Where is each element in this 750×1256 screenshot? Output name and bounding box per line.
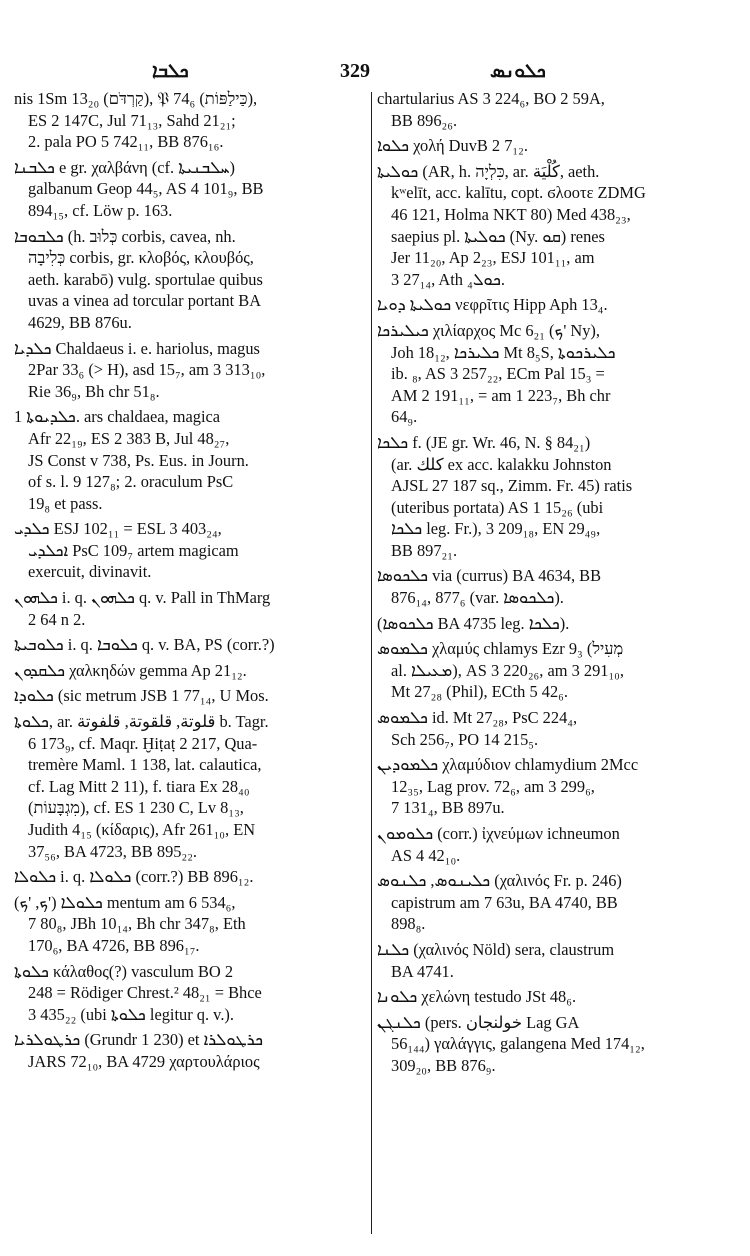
entry-line: 56₁₄₄) γαλάγγις, galangena Med 174₁₂, [391,1034,645,1054]
entry-headline: ܟܠܟܐ f. (JE gr. Wr. 46, N. § 84₂₁) [377,432,591,452]
entry-headline: ܟܠܡܘܣ id. Mt 27₂₈, PsC 224₄, [377,708,578,728]
entry-headline: ܟܝܠܝܪܟܐ χιλίαρχος Mc 6₂₁ (ܟ' Ny), [377,320,600,340]
entry-line: 7 80₈, JBh 10₁₄, Bh chr 347₈, Eth [28,914,246,934]
entry-headline: ܟܠܒܘܒܐ (h. כְּלוּב corbis, cavea, nh. [14,226,236,246]
dictionary-entry [14,226,366,334]
dictionary-entry [14,406,366,514]
column-divider [371,92,372,1234]
dictionary-entry [377,1012,730,1077]
entry-headline: chartularius AS 3 224₆, BO 2 59A, [377,89,605,108]
entry-headline: ܟܠܩܕܘܢ χαλκηδών gemma Ap 21₁₂. [14,660,247,680]
entry-line: 309₂₀, BB 876₉. [391,1055,496,1075]
dictionary-entry [14,866,366,888]
entry-line: AS 4 42₁₀. [391,845,461,865]
entry-headline: ܟܠܘܬܐ κάλαθος(?) vasculum BO 2 [14,961,234,981]
entry-line: BB 896₂₆. [391,110,458,130]
dictionary-entry [377,320,730,428]
page-number: 329 [340,60,370,82]
dictionary-entry [14,660,366,682]
entry-line: tremère Maml. 1 138, lat. calautica, [28,755,262,775]
entry-headline: ܟܠܘܠܐ ('ܟ, 'ܟ) mentum am 6 534₆, [14,892,236,912]
entry-line: 6 173₉, cf. Maqr. Ḫiṭaṭ 2 217, Qua- [28,733,258,753]
entry-line: Rie 36₉, Bh chr 51₈. [28,381,160,401]
entry-line: kʷelīt, acc. kalītu, copt. ϭλοοτε ZDMG [391,183,646,203]
entry-line: Mt 27₂₈ (Phil), ECth 5 42₆. [391,682,568,702]
dictionary-entry [377,432,730,562]
entry-line: AM 2 191₁₁, = am 1 223₇, Bh chr [391,385,611,405]
entry-headline: (ܟܠܟܘܣܐ BA 4735 leg. ܟܠܟܐ). [377,613,570,633]
dictionary-entry [377,135,730,157]
entry-line: 7 131₄, BB 897u. [391,798,505,818]
entry-headline: nis 1Sm 13₂₀ (קַרְדֹּם), 𝔓 74₆ (כַּילַפּוֹת), [14,89,258,108]
entry-line: (ar. كلك ex acc. kalakku Johnston [391,454,612,474]
entry-line: (uteribus portata) AS 1 15₂₆ (ubi [391,497,604,517]
dictionary-entry [377,939,730,982]
dictionary-entry [14,1029,366,1072]
entry-line: JS Const v 738, Ps. Eus. in Journ. [28,450,249,470]
entry-line: 19₈ et pass. [28,493,103,513]
dictionary-entry [14,711,366,862]
entry-line: 894₁₅, cf. Löw p. 163. [28,200,173,220]
entry-headline: ܟܠܡܘܕܝܢ χλαμύδιον chlamydium 2Mcc [377,755,639,775]
entry-line: ܟܠܟܐ leg. Fr.), 3 209₁₈, EN 29₄₉, [391,519,601,539]
entry-headline: ܟܘܠܝܬܐ (AR, h. כִּלְיָה, ar. كُلْيَة, aeth. [377,161,600,181]
entry-line: ES 2 147C, Jul 71₁₃, Sahd 21₂₁; [28,110,236,130]
entry-headline: ܟܠܝܢܘܣ, ܟܠܢܘܣ (χαλινός Fr. p. 246) [377,871,622,891]
dictionary-entry [377,88,730,131]
entry-headline: ܟܠܘܬܐ, ar. قلوتة, قلقوتة, قلفوتة b. Tagr. [14,712,269,732]
entry-line: cf. Lag Mitt 2 11), f. tiara Ex 28₄₀ [28,776,250,796]
entry-line: Afr 22₁₉, ES 2 383 B, Jul 48₂₇, [28,428,230,448]
dictionary-entry [14,685,366,707]
entry-line: 12₃₅, Lag prov. 72₆, am 3 299₆, [391,776,595,796]
entry-line: 64₉. [391,407,418,427]
entry-line: (מִגְבָּעוֹת), cf. ES 1 230 C, Lv 8₁₃, [28,798,244,818]
entry-line: 3 435₂₂ (ubi ܟܠܘܬܐ legitur q. v.). [28,1004,234,1024]
entry-line: exercuit, divinavit. [28,562,152,582]
entry-line: ܐܟܠܕܝ PsC 109₇ artem magicam [28,540,239,560]
entry-line: 37₅₆, BA 4723, BB 895₂₂. [28,841,198,861]
entry-line: Sch 256₇, PO 14 215₅. [391,729,539,749]
entry-line: 2. pala PO 5 742₁₁, BB 876₁₆. [28,132,224,152]
entry-headline: ܟܠܘܕܐ (sic metrum JSB 1 77₁₄, U Mos. [14,686,269,706]
entry-line: aeth. karabō) vulg. sportulae quibus [28,269,263,289]
entry-line: Jer 11₂₀, Ap 2₂₃, ESJ 101₁₁, am [391,248,595,268]
entry-headline: ܟܠܘܠܐ i. q. ܟܠܘܠܐ (corr.?) BB 896₁₂. [14,867,254,887]
running-head-left: ܟܠܒܐ [152,60,189,82]
entry-line: 2Par 33₆ (> H), asd 15₇, am 3 313₁₀, [28,360,266,380]
entry-headline: ܟܠܘܡܘܢ (corr.) ἰχνεύμων ichneumon [377,824,620,843]
entry-headline: ܟܠܡܘܣ χλαμύς chlamys Ezr 9₃ (מְעִיל [377,639,624,659]
entry-line: BB 897₂₁. [391,540,458,560]
dictionary-entry [377,294,730,316]
entry-headline: ܟܪܛܘܠܪܝܐ (Grundr 1 230) et ܟܪܛܘܠܪܐ [14,1030,263,1050]
entry-line: 248 = Rödiger Chrest.² 48₂₁ = Bhce [28,983,262,1003]
entry-line: uvas a vinea ad torcular portant BA [28,291,262,311]
entry-line: ib. ₈, AS 3 257₂₂, ECm Pal 15₃ = [391,364,605,384]
dictionary-entry [377,986,730,1008]
dictionary-entry [377,754,730,819]
dictionary-entry [14,892,366,957]
dictionary-entry [14,587,366,630]
dictionary-entry [14,961,366,1026]
entry-headline: ܟܠܟܘܣܐ via (currus) BA 4634, BB [377,566,602,586]
dictionary-entry [14,518,366,583]
left-column [14,88,366,1077]
entry-line: 3 27₁₄, Ath ܟܘܠ₄. [391,269,505,289]
entry-headline: ܟܠܘܒܝܬܐ i. q. ܟܠܘܒܐ q. v. BA, PS (corr.?) [14,635,275,655]
dictionary-entry [14,338,366,403]
entry-line: 170₆, BA 4726, BB 896₁₇. [28,935,200,955]
entry-line: 898₈. [391,914,426,934]
entry-line: capistrum am 7 63u, BA 4740, BB [391,892,618,912]
dictionary-entry [377,613,730,635]
page-header [0,60,750,88]
entry-line: Joh 18₁₂, ܟܠܝܪܟܐ Mt 8₅S, ܟܠܝܪܟܘܬܐ [391,342,616,362]
dictionary-entry [14,634,366,656]
dictionary-entry [14,157,366,222]
entry-line: 4629, BB 876u. [28,312,132,332]
dictionary-entry [377,638,730,703]
entry-line: galbanum Geop 44₅, AS 4 101₉, BB [28,179,264,199]
entry-line: כְּלִיבָה corbis, gr. κλοβός, κλουβός, [28,248,254,268]
dictionary-entry [377,161,730,291]
entry-line: BA 4741. [391,961,454,981]
entry-headline: ܟܘܠܝܬܐ ܕܘܝܐ νεφρῖτις Hipp Aph 13₄. [377,295,608,315]
entry-line: JARS 72₁₀, BA 4729 χαρτουλάριος [28,1051,260,1071]
entry-line: 46 121, Holma NKT 80) Med 438₂₃, [391,204,631,224]
right-column [377,88,730,1081]
dictionary-entry [377,870,730,935]
dictionary-entry [377,823,730,866]
entry-line: 2 64 n 2. [28,609,86,629]
entry-headline: ܟܠܘܐ χολή DuvB 2 7₁₂. [377,136,528,156]
entry-headline: ܟܠܘܢܐ χελώνη testudo JSt 48₆. [377,987,577,1007]
entry-line: AJSL 27 187 sq., Zimm. Fr. 45) ratis [391,476,633,496]
entry-line: saepius pl. ܟܘܠܝܬܐ (Ny. ܩܘ) renes [391,226,605,246]
entry-line: Judith 4₁₅ (κίδαρις), Afr 261₁₀, EN [28,820,256,839]
entry-line: of s. l. 9 127₈; 2. oraculum PsC [28,472,234,492]
entry-headline: ܟܠܕܝܐ Chaldaeus i. e. hariolus, magus [14,338,260,358]
running-head-right: ܟܠܘܢܣ [490,60,546,82]
entry-line: 876₁₄, 877₆ (var. ܟܠܟܘܣܐ). [391,588,564,608]
dictionary-entry [377,707,730,750]
dictionary-entry [377,565,730,608]
entry-line: al. ܡܥܝܠܐ), AS 3 220₂₆, am 3 291₁₀, [391,660,624,680]
entry-headline: ܟܠܗܘܢ i. q. ܟܠܗܘܢ q. v. Pall in ThMarg [14,588,271,608]
dictionary-entry [14,88,366,153]
entry-headline: ܟܠܢܓܢ (pers. خولنجان Lag GA [377,1012,580,1032]
entry-headline: ܟܠܕܝܘܬܐ 1. ars chaldaea, magica [14,407,221,427]
entry-headline: ܟܠܒܢܐ e gr. χαλβάνη (cf. ܚܠܒܢܝܬܐ) [14,157,235,177]
entry-headline: ܟܠܢܐ (χαλινός Nöld) sera, claustrum [377,939,615,959]
entry-headline: ܟܠܕܝ ESJ 102₁₁ = ESL 3 403₂₄, [14,519,222,539]
